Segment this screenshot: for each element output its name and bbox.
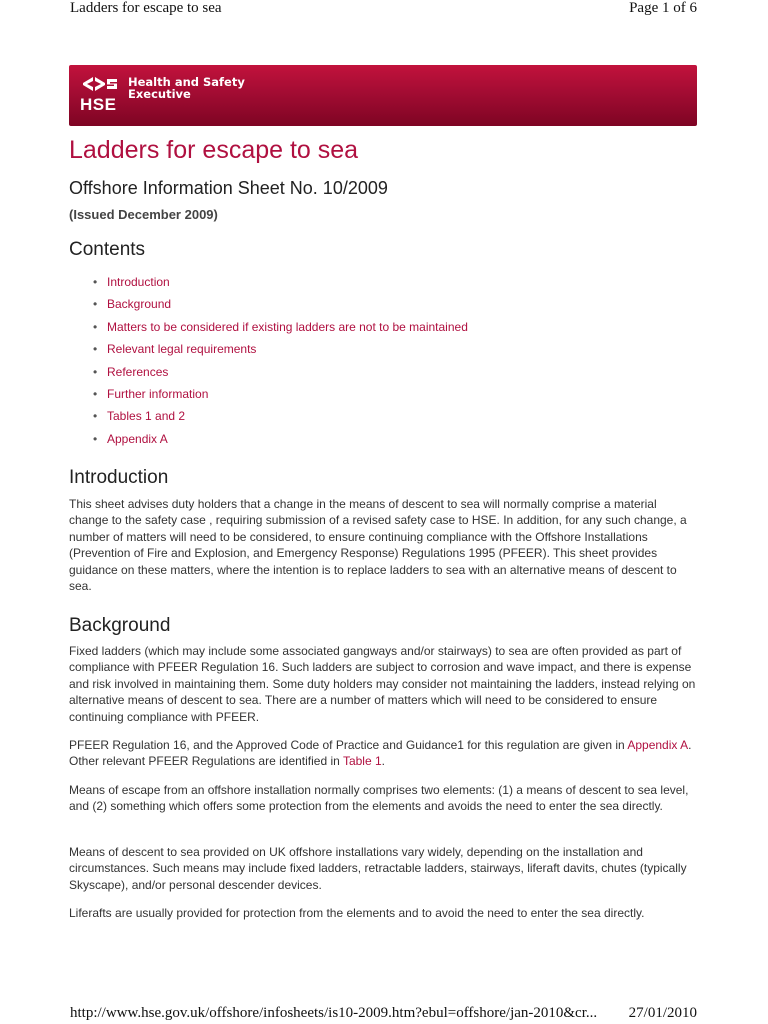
document-subtitle: Offshore Information Sheet No. 10/2009 [69, 178, 388, 198]
contents-item [93, 341, 468, 363]
page-title: Ladders for escape to sea [69, 136, 359, 164]
paragraph-text: . [381, 754, 385, 769]
background-paragraph-2 [69, 737, 699, 770]
hse-logo-text: HSE [80, 95, 117, 114]
contents-item [93, 386, 468, 408]
introduction-heading: Introduction [69, 467, 169, 488]
print-header-page-number: Page 1 of 6 [629, 0, 697, 16]
contents-link-further-information[interactable]: Further information [107, 386, 209, 401]
print-footer [70, 1005, 697, 1022]
contents-item [93, 431, 468, 453]
bullet-icon: • [93, 431, 98, 446]
table-1-link[interactable]: Table 1 [342, 754, 382, 769]
contents-link-tables[interactable]: Tables 1 and 2 [107, 409, 186, 424]
contents-heading: Contents [69, 239, 146, 260]
organisation-name-line1: Health and Safety [128, 75, 245, 89]
bullet-icon: • [93, 275, 98, 289]
print-header-title: Ladders for escape to sea [70, 0, 222, 16]
contents-link-references[interactable]: References [107, 364, 169, 379]
contents-link-appendix-a[interactable]: Appendix A [107, 431, 168, 446]
contents-item [93, 408, 468, 430]
contents-link-matters[interactable]: Matters to be considered if existing ladders are not to be maintained [107, 319, 468, 334]
background-paragraph-5: Liferafts are usually provided for protection from the elements and to avoid the need to enter the sea directly. [69, 906, 645, 920]
contents-item [93, 319, 468, 341]
background-paragraph-1: Fixed ladders (which may include some associated gangways and/or stairways) to sea are often provided as part of compliance with PFEER Regulation 16. Such ladders are subject to corrosion and wave impact, and there is expense and risk involved in maintaining them. Some duty holders may consider not maintaining the ladders, instead relying on alternative means of descent to sea. There are a number of matters which will need to be considered to ensure continuing compliance with PFEER. [69, 644, 696, 724]
bullet-icon: • [93, 364, 98, 379]
contents-link-background[interactable]: Background [107, 297, 172, 312]
bullet-icon: • [93, 386, 98, 401]
print-date: 27/01/2010 [628, 1005, 697, 1021]
contents-link-introduction[interactable]: Introduction [107, 275, 170, 289]
page-url: http://www.hse.gov.uk/offshore/infosheets/is10-2009.htm?ebul=offshore/jan-2010&cr... [70, 1005, 598, 1021]
bullet-icon: • [93, 409, 98, 424]
background-paragraph-3: Means of escape from an offshore installation normally comprises two elements: (1) a means of descent to sea level, and (2) something which offers some protection from the elements and avoids the need to enter the sea directly. [69, 783, 689, 814]
contents-item [93, 274, 468, 296]
contents-item [93, 364, 468, 386]
paragraph-text: . Other relevant PFEER Regulations are identified in [69, 738, 692, 769]
paragraph-text: PFEER Regulation 16, and the Approved Code of Practice and Guidance1 for this regulation are given in [69, 738, 628, 752]
contents-list [93, 274, 468, 453]
introduction-paragraph: This sheet advises duty holders that a change in the means of descent to sea will normally comprise a material change to the safety case , requiring submission of a revised safety case to HSE. In addition, for any such change, a number of matters will need to be considered, to ensure continuing compliance with the Offshore Installations (Prevention of Fire and Explosion, and Emergency Response) Regulations 1995 (PFEER). This sheet provides guidance on these matters, where the intention is to replace ladders to sea with an alternative means of descent to sea. [69, 497, 687, 594]
bullet-icon: • [93, 342, 98, 357]
organisation-name [128, 76, 245, 100]
print-header [70, 0, 697, 20]
issue-date: (Issued December 2009) [69, 207, 218, 222]
organisation-name-line2: Executive [128, 87, 191, 101]
bullet-icon: • [93, 297, 98, 312]
contents-item [93, 296, 468, 318]
background-heading: Background [69, 615, 171, 636]
hse-banner [69, 65, 697, 126]
background-paragraph-4: Means of descent to sea provided on UK offshore installations vary widely, depending on the installation and circumstances. Such means may include fixed ladders, retractable ladders, stairways, liferaft davits, chutes (typically Skyscape), and/or personal descender devices. [69, 845, 687, 892]
appendix-a-link[interactable]: Appendix A [627, 738, 689, 752]
contents-link-legal-requirements[interactable]: Relevant legal requirements [107, 342, 257, 357]
bullet-icon: • [93, 319, 98, 334]
